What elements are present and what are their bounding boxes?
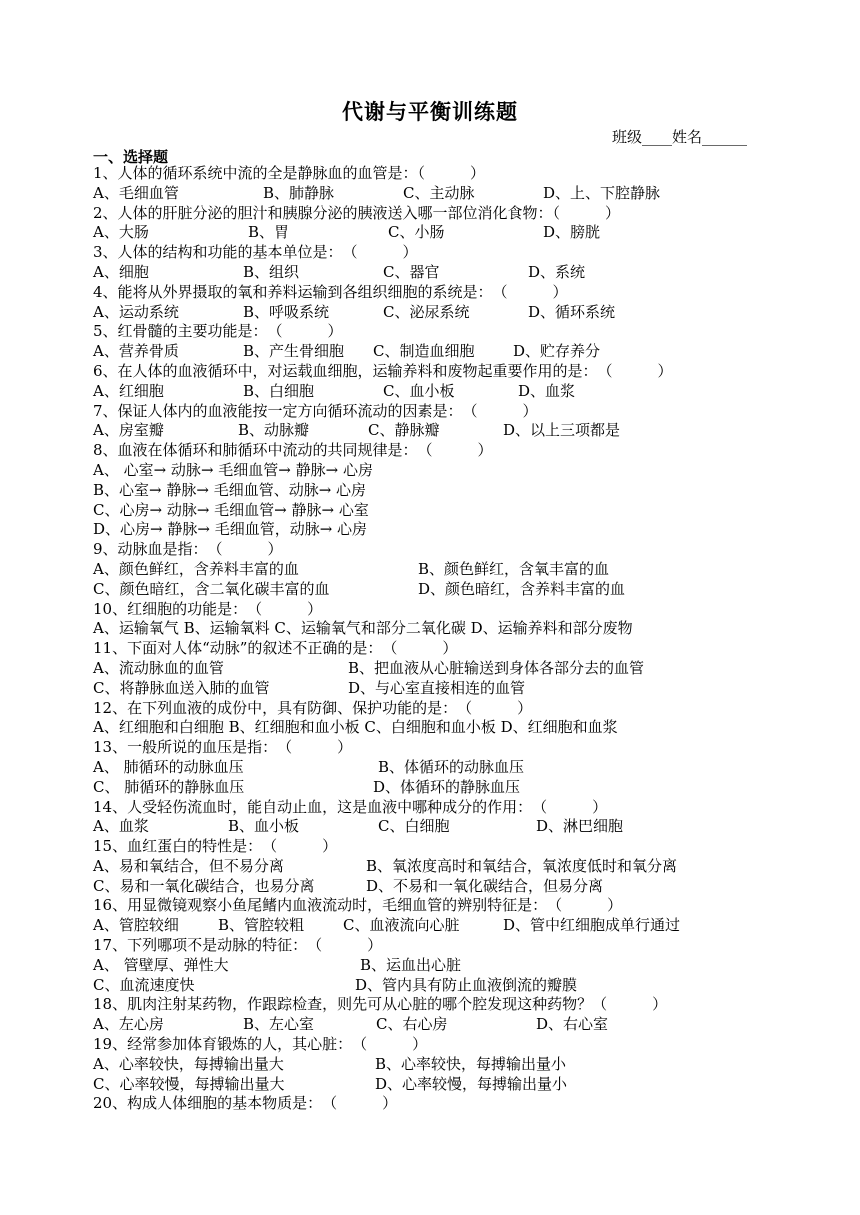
option-row <box>93 857 813 877</box>
option-row <box>93 1075 813 1095</box>
question-stem: 7、保证人体内的血液能按一定方向循环流动的因素是： （ ） <box>93 401 538 420</box>
answer-option: B、把血液从心脏输送到身体各部分去的血管 <box>348 658 645 677</box>
option-row <box>93 877 813 897</box>
question-stem: 17、下列哪项不是动脉的特征： （ ） <box>93 936 383 955</box>
option-row <box>93 461 813 481</box>
answer-option: C、器官 <box>383 262 440 281</box>
question-list <box>93 164 813 1114</box>
answer-option: D、血浆 <box>518 381 576 400</box>
question-stem: 13、一般所说的血压是指： （ ） <box>93 738 353 757</box>
answer-option: D、贮存养分 <box>513 342 601 361</box>
answer-option: A、运输氧气 B、运输氧料 C、运输氧气和部分二氧化碳 D、运输养料和部分废物 <box>93 619 633 638</box>
answer-option: C、主动脉 <box>403 183 475 202</box>
option-row <box>93 501 813 521</box>
answer-option: D、淋巴细胞 <box>536 817 624 836</box>
answer-option: B、白细胞 <box>243 381 315 400</box>
question-stem: 12、在下列血液的成份中，具有防御、保护功能的是： （ ） <box>93 698 533 717</box>
answer-option: A、红细胞和白细胞 B、红细胞和血小板 C、白细胞和血小板 D、红细胞和血浆 <box>93 718 618 737</box>
question-stem: 10、红细胞的功能是： （ ） <box>93 599 323 618</box>
option-row <box>93 916 813 936</box>
question-stem: 18、肌肉注射某药物，作跟踪检查，则先可从心脏的哪个腔发现这种药物？（ ） <box>93 995 668 1014</box>
option-row <box>93 580 813 600</box>
answer-option: C、 肺循环的静脉血压 <box>93 777 245 796</box>
answer-option: D、心房→ 静脉→ 毛细血管，动脉→ 心房 <box>93 520 368 539</box>
answer-option: D、心率较慢，每搏输出量小 <box>375 1074 568 1093</box>
answer-option: D、管内具有防止血液倒流的瓣膜 <box>355 975 578 994</box>
answer-option: B、动脉瓣 <box>238 421 310 440</box>
answer-option: A、 肺循环的动脉血压 <box>93 757 244 776</box>
answer-option: C、心房→ 动脉→ 毛细血管→ 静脉→ 心室 <box>93 500 369 519</box>
answer-option: D、管中红细胞成单行通过 <box>503 916 681 935</box>
answer-option: D、系统 <box>528 262 586 281</box>
option-row <box>93 1015 813 1035</box>
option-row <box>93 659 813 679</box>
section-title: 一、选择题 <box>93 148 169 166</box>
option-row <box>93 976 813 996</box>
answer-option: A、流动脉血的血管 <box>93 658 224 677</box>
option-row <box>93 817 813 837</box>
answer-option: D、体循环的静脉血压 <box>373 777 521 796</box>
option-row <box>93 223 813 243</box>
option-row <box>93 1055 813 1075</box>
answer-option: D、循环系统 <box>528 302 616 321</box>
option-row <box>93 481 813 501</box>
answer-option: B、管腔较粗 <box>218 916 305 935</box>
question-stem: 16、用显微镜观察小鱼尾鳍内血液流动时，毛细血管的辨别特征是： （ ） <box>93 896 623 915</box>
answer-option: C、右心房 <box>376 1015 448 1034</box>
answer-option: A、左心房 <box>93 1015 164 1034</box>
option-row <box>93 778 813 798</box>
answer-option: D、右心室 <box>536 1015 609 1034</box>
question-stem: 1、人体的循环系统中流的全是静脉血的血管是：（ ） <box>93 164 486 182</box>
answer-option: A、营养骨质 <box>93 342 179 361</box>
answer-option: A、大肠 <box>93 223 149 242</box>
answer-option: B、胃 <box>248 223 290 242</box>
class-name-line: 班级____姓名______ <box>612 128 748 146</box>
answer-option: A、易和氧结合，但不易分离 <box>93 856 284 875</box>
option-row <box>93 619 813 639</box>
answer-option: A、毛细血管 <box>93 183 179 202</box>
answer-option: C、将静脉血送入肺的血管 <box>93 678 270 697</box>
answer-option: D、不易和一氧化碳结合，但易分离 <box>366 876 604 895</box>
answer-option: B、左心室 <box>243 1015 315 1034</box>
answer-option: A、颜色鲜红，含养料丰富的血 <box>93 559 299 578</box>
question-stem: 3、人体的结构和功能的基本单位是： （ ） <box>93 243 418 262</box>
answer-option: B、氧浓度高时和氧结合，氧浓度低时和氧分离 <box>366 856 678 875</box>
question-stem: 11、下面对人体“动脉”的叙述不正确的是： （ ） <box>93 639 458 658</box>
answer-option: C、泌尿系统 <box>383 302 470 321</box>
option-row <box>93 263 813 283</box>
answer-option: A、红细胞 <box>93 381 164 400</box>
question-stem: 9、动脉血是指： （ ） <box>93 540 283 559</box>
option-row <box>93 758 813 778</box>
option-row <box>93 421 813 441</box>
answer-option: A、房室瓣 <box>93 421 164 440</box>
answer-option: A、心率较快，每搏输出量大 <box>93 1054 284 1073</box>
option-row <box>93 184 813 204</box>
option-row <box>93 342 813 362</box>
answer-option: C、颜色暗红，含二氧化碳丰富的血 <box>93 579 330 598</box>
question-stem: 19、经常参加体育锻炼的人，其心脏： （ ） <box>93 1035 428 1054</box>
question-stem: 6、在人体的血液循环中，对运载血细胞，运输养料和废物起重要作用的是： （ ） <box>93 361 673 380</box>
question-stem: 2、人体的肝脏分泌的胆汁和胰腺分泌的胰液送入哪一部位消化食物：（ ） <box>93 203 621 222</box>
answer-option: B、心率较快，每搏输出量小 <box>375 1054 567 1073</box>
option-row <box>93 382 813 402</box>
answer-option: D、颜色暗红，含养料丰富的血 <box>418 579 626 598</box>
answer-option: B、体循环的动脉血压 <box>378 757 525 776</box>
answer-option: B、颜色鲜红，含氧丰富的血 <box>418 559 610 578</box>
answer-option: D、以上三项都是 <box>503 421 621 440</box>
answer-option: B、运血出心脏 <box>360 955 462 974</box>
answer-option: C、血液流向心脏 <box>343 916 460 935</box>
option-row <box>93 718 813 738</box>
answer-option: B、呼吸系统 <box>243 302 330 321</box>
answer-option: C、心率较慢，每搏输出量大 <box>93 1074 285 1093</box>
answer-option: C、白细胞 <box>378 817 450 836</box>
answer-option: C、血流速度快 <box>93 975 195 994</box>
option-row <box>93 956 813 976</box>
option-row <box>93 679 813 699</box>
question-stem: 20、构成人体细胞的基本物质是： （ ） <box>93 1094 398 1113</box>
answer-option: C、血小板 <box>383 381 455 400</box>
answer-option: B、组织 <box>243 262 300 281</box>
question-stem: 8、血液在体循环和肺循环中流动的共同规律是： （ ） <box>93 441 493 460</box>
answer-option: B、肺静脉 <box>263 183 335 202</box>
question-stem: 14、人受轻伤流血时，能自动止血，这是血液中哪种成分的作用： （ ） <box>93 797 608 816</box>
answer-option: A、运动系统 <box>93 302 179 321</box>
answer-option: A、细胞 <box>93 262 149 281</box>
option-row <box>93 303 813 323</box>
answer-option: D、膀胱 <box>543 223 601 242</box>
option-row <box>93 560 813 580</box>
answer-option: D、与心室直接相连的血管 <box>348 678 526 697</box>
option-row <box>93 520 813 540</box>
answer-option: C、易和一氧化碳结合，也易分离 <box>93 876 315 895</box>
answer-option: A、血浆 <box>93 817 149 836</box>
answer-option: B、心室→ 静脉→ 毛细血管、动脉→ 心房 <box>93 480 367 499</box>
answer-option: C、制造血细胞 <box>373 342 475 361</box>
question-stem: 4、能将从外界摄取的氧和养料运输到各组织细胞的系统是： （ ） <box>93 282 568 301</box>
answer-option: A、 管壁厚、弹性大 <box>93 955 229 974</box>
answer-option: C、静脉瓣 <box>368 421 440 440</box>
question-stem: 15、血红蛋白的特性是： （ ） <box>93 837 338 856</box>
answer-option: C、小肠 <box>388 223 445 242</box>
answer-option: A、管腔较细 <box>93 916 179 935</box>
answer-option: B、产生骨细胞 <box>243 342 345 361</box>
answer-option: A、 心室→ 动脉→ 毛细血管→ 静脉→ 心房 <box>93 460 373 479</box>
answer-option: B、血小板 <box>228 817 300 836</box>
answer-option: D、上、下腔静脉 <box>543 183 661 202</box>
question-stem: 5、红骨髓的主要功能是： （ ） <box>93 322 343 341</box>
page-title: 代谢与平衡训练题 <box>342 99 518 124</box>
